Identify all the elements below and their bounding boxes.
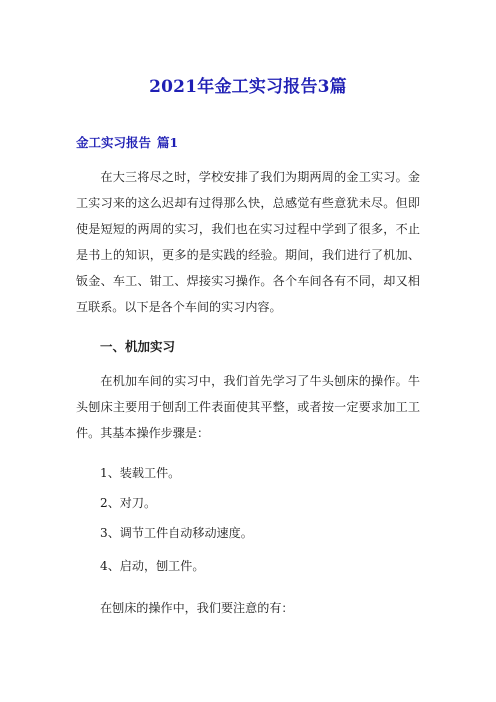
section-heading [76, 134, 178, 152]
step-item: 3、调节工件自动移动速度。 [100, 526, 253, 540]
section-number: 篇1 [157, 135, 179, 150]
section-heading-text: 金工实习报告 [76, 135, 152, 150]
document-title: 2021年金工实习报告3篇 [149, 77, 347, 97]
machining-subheading: 一、机加实习 [100, 339, 176, 354]
planer-notes-intro: 在刨床的操作中，我们要注意的有： [100, 601, 294, 615]
step-item: 4、启动，刨工件。 [100, 559, 205, 573]
step-item: 2、对刀。 [100, 496, 157, 510]
step-item: 1、装载工件。 [100, 466, 181, 480]
intro-paragraph: 在大三将尽之时，学校安排了我们为期两周的金工实习。金工实习来的这么迟却有过得那么快，总感觉有些意犹未尽。但即使是短短的两周的实习，我们也在实习过程中学到了很多，不止是书上的知识，更多的是实践的经验。期间，我们进行了机加、钣金、车工、钳工、焊接实习操作。各个车间各有不同，却又相互联系。以下是各个车间的实习内容。 [76, 170, 420, 315]
machining-paragraph: 在机加车间的实习中，我们首先学习了牛头刨床的操作。牛头刨床主要用于刨刮工件表面使其平整，或者按一定要求加工工件。其基本操作步骤是： [76, 374, 420, 441]
